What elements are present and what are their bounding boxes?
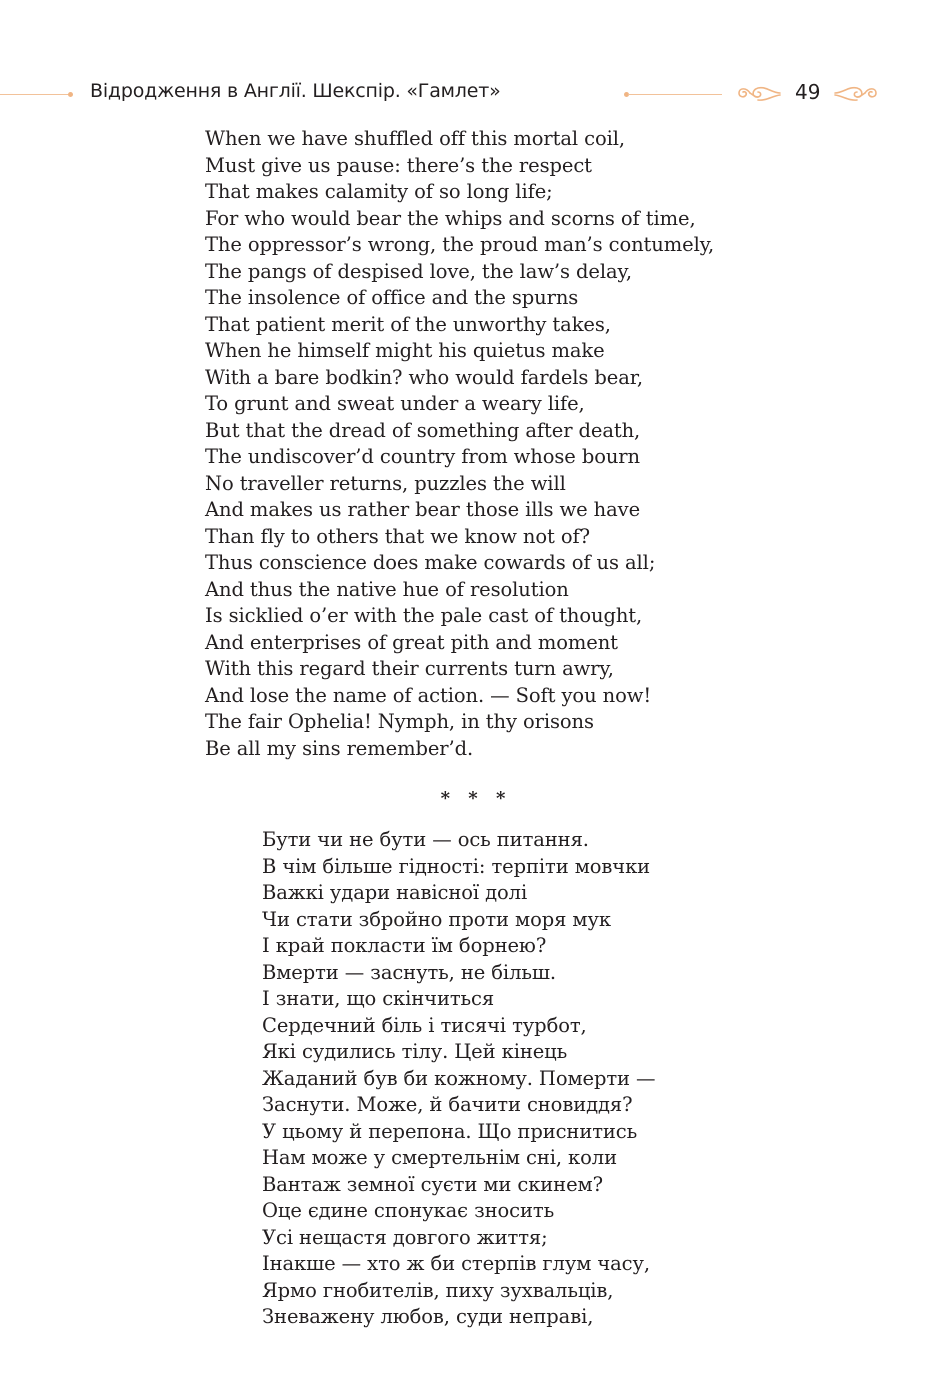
poem-line: And enterprises of great pith and moment bbox=[205, 630, 618, 654]
poem-line: With a bare bodkin? who would fardels bear, bbox=[205, 365, 643, 389]
poem-line: The insolence of office and the spurns bbox=[205, 286, 579, 309]
poem-line: Зневажену любов, суди неправі, bbox=[262, 1305, 594, 1328]
header-dot-left bbox=[68, 92, 73, 97]
running-header bbox=[0, 78, 952, 112]
poem-line: Be all my sins remember’d. bbox=[205, 736, 474, 760]
poem-line: В чім більше гідності: терпіти мовчки bbox=[262, 854, 651, 878]
poem-line: Оце єдине спонукає зносить bbox=[262, 1199, 555, 1222]
poem-line: The undiscover’d country from whose bourn bbox=[205, 445, 640, 468]
poem-line: Жаданий був би кожному. Померти — bbox=[262, 1066, 656, 1090]
poem-line: When we have shuffled off this mortal coil, bbox=[205, 127, 625, 150]
poem-line: The pangs of despised love, the law’s delay, bbox=[205, 259, 632, 283]
poem-line: The oppressor’s wrong, the proud man’s contumely, bbox=[205, 233, 715, 256]
poem-line: The fair Ophelia! Nymph, in thy orisons bbox=[205, 710, 594, 733]
poem-line: And lose the name of action. — Soft you now! bbox=[205, 683, 652, 707]
poem-line: Вмерти — заснуть, не більш. bbox=[262, 960, 556, 984]
poem-line: With this regard their currents turn awry, bbox=[205, 657, 614, 680]
english-poem bbox=[205, 126, 714, 762]
poem-line: Ярмо гнобителів, пиху зухвальців, bbox=[262, 1278, 614, 1302]
header-title: Відродження в Англії. Шекспір. «Гамлет» bbox=[90, 80, 501, 102]
poem-line: Чи стати збройно проти моря мук bbox=[262, 907, 611, 931]
poem-line: But that the dread of something after death, bbox=[205, 418, 641, 442]
poem-line: Усі нещастя довгого життя; bbox=[262, 1225, 548, 1249]
poem-line: І край покласти їм борнею? bbox=[262, 934, 547, 957]
poem-line: Заснути. Може, й бачити сновиддя? bbox=[262, 1093, 633, 1116]
header-rule-left bbox=[0, 94, 70, 95]
poem-line: And thus the native hue of resolution bbox=[205, 577, 569, 601]
ukrainian-poem bbox=[262, 827, 655, 1331]
poem-line: У цьому й перепона. Що приснитись bbox=[262, 1119, 638, 1143]
poem-line: Must give us pause: there’s the respect bbox=[205, 153, 592, 177]
poem-line: Які судились тілу. Цей кінець bbox=[262, 1040, 568, 1063]
poem-line: Нам може у смертельнім сні, коли bbox=[262, 1146, 617, 1169]
section-separator: * * * bbox=[440, 788, 512, 809]
poem-line: When he himself might his quietus make bbox=[205, 339, 605, 362]
poem-line: Бути чи не бути — ось питання. bbox=[262, 828, 589, 851]
poem-line: That patient merit of the unworthy takes, bbox=[205, 312, 611, 336]
poem-line: Thus conscience does make cowards of us all; bbox=[205, 551, 656, 574]
poem-line: To grunt and sweat under a weary life, bbox=[205, 392, 585, 415]
poem-line: Інакше — хто ж би стерпів глум часу, bbox=[262, 1252, 650, 1275]
poem-line: For who would bear the whips and scorns of time, bbox=[205, 206, 696, 230]
scroll-ornament-icon bbox=[736, 82, 782, 104]
scroll-ornament-icon bbox=[833, 82, 879, 104]
poem-line: Is sicklied o’er with the pale cast of thought, bbox=[205, 604, 643, 627]
poem-line: No traveller returns, puzzles the will bbox=[205, 471, 566, 495]
poem-line: Сердечний біль і тисячі турбот, bbox=[262, 1013, 587, 1037]
poem-line: Вантаж земної суєти ми скинем? bbox=[262, 1172, 603, 1196]
page-number: 49 bbox=[795, 80, 821, 104]
poem-line: І знати, що скінчиться bbox=[262, 987, 495, 1010]
poem-line: That makes calamity of so long life; bbox=[205, 180, 553, 203]
header-rule-right bbox=[628, 94, 722, 95]
poem-line: And makes us rather bear those ills we have bbox=[205, 498, 641, 521]
poem-line: Важкі удари навісної долі bbox=[262, 881, 528, 904]
poem-line: Than fly to others that we know not of? bbox=[205, 524, 590, 548]
